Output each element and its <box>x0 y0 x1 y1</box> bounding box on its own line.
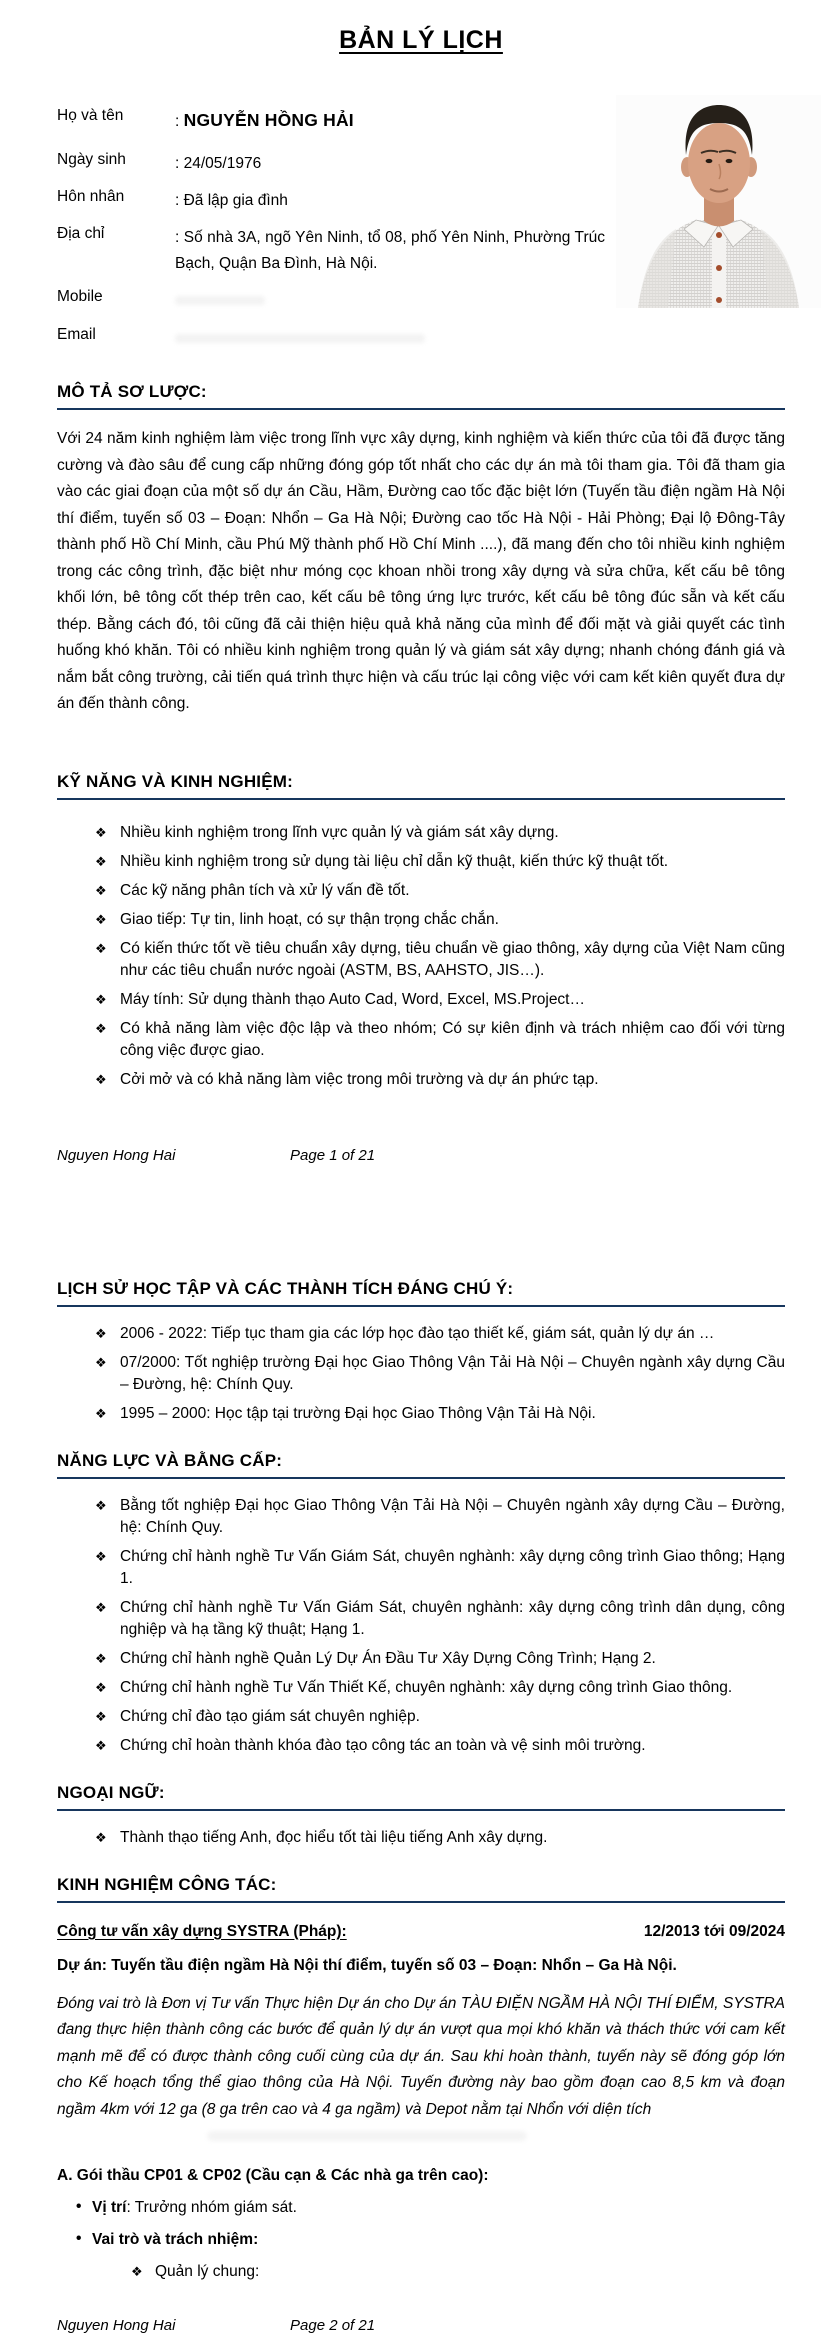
footer-author: Nguyen Hong Hai <box>57 2317 176 2334</box>
profile-fields <box>57 107 605 352</box>
list-item <box>95 909 785 931</box>
page-footer <box>57 2317 785 2337</box>
field-value-redacted <box>175 288 605 314</box>
diamond-bullet-icon: ❖ <box>95 1650 107 1666</box>
list-item <box>95 1546 785 1590</box>
section-education <box>57 1279 785 1425</box>
field-row-marital <box>57 188 605 214</box>
footer-author: Nguyen Hong Hai <box>57 1146 176 1164</box>
list-item-text: Nhiều kinh nghiệm trong lĩnh vực quản lý và giám sát xây dựng. <box>120 823 559 841</box>
field-value <box>175 107 605 135</box>
footer-page-number: Page 2 of 21 <box>290 2317 376 2334</box>
list-item <box>95 1597 785 1641</box>
portrait-photo <box>616 95 821 308</box>
diamond-bullet-icon: ❖ <box>95 911 107 927</box>
list-item-text: Máy tính: Sử dụng thành thạo Auto Cad, Word, Excel, MS.Project… <box>120 990 585 1008</box>
person-name: NGUYỄN HỒNG HẢI <box>183 110 354 130</box>
summary-paragraph: Với 24 năm kinh nghiệm làm việc trong lĩnh vực xây dựng, kinh nghiệm và kiến thức của tôi đã được tăng cường và đào sâu để cung cấp những đóng góp tốt nhất cho các dự án mà tôi tham gia. Tôi đã tham gia vào các giai đoạn của một số dự án Cầu, Hầm, Đường cao tốc đặc biệt lớn (Tuyến tầu điện ngầm Hà Nội thí điểm, tuyến số 03 – Đoạn: Nhổn – Ga Hà Nội; Đường cao tốc Hà Nội - Hải Phòng; Đại lộ Đông-Tây thành phố Hồ Chí Minh, cầu Phú Mỹ thành phố Hồ Chí Minh ....), đã mang đến cho tôi nhiều kinh nghiệm trong các công trình, đặc biệt như móng cọc khoan nhồi trong xây dựng và sửa chữa, kết cấu bê tông khối lớn, bê tông cốt thép trên cao, kết cấu bê tông ứng lực trước, kết cấu bê tông đúc sẵn và kết cấu thép. Bằng cách đó, tôi cũng đã cải thiện hiệu quả khả năng của mình để đối mặt và giải quyết các tình huống khó khăn. Tôi có nhiều kinh nghiệm trong quản lý và giám sát xây dựng; nhanh chóng đánh giá và nắm bắt công trường, cải tiến quá trình thực hiện và cấu trúc lại công việc với cam kết kiên quyết đưa dự án đến thành công. <box>57 430 785 712</box>
page-footer <box>57 1147 785 1167</box>
section-heading: NGOẠI NGỮ: <box>57 1783 785 1811</box>
section-heading: KINH NGHIỆM CÔNG TÁC: <box>57 1875 785 1903</box>
section-work-experience <box>57 1875 785 2284</box>
list-item <box>95 1677 785 1699</box>
field-label: Email <box>57 326 96 343</box>
education-list <box>57 1323 785 1425</box>
list-item-role <box>76 2229 785 2283</box>
section-heading: MÔ TẢ SƠ LƯỢC: <box>57 382 785 410</box>
section-heading: LỊCH SỬ HỌC TẬP VÀ CÁC THÀNH TÍCH ĐÁNG CHÚ Ý: <box>57 1279 785 1307</box>
company-name: Công tư vấn xây dựng SYSTRA (Pháp): <box>57 1922 347 1940</box>
diamond-bullet-icon: ❖ <box>95 1325 107 1341</box>
diamond-bullet-icon: ❖ <box>95 991 107 1007</box>
list-item-text: Quản lý chung: <box>155 2263 260 2280</box>
list-item-text: Chứng chỉ hành nghề Quản Lý Dự Án Đầu Tư Xây Dựng Công Trình; Hạng 2. <box>120 1649 656 1667</box>
redacted-mobile-value <box>175 296 265 305</box>
list-item <box>95 1495 785 1539</box>
list-item-text: Chứng chỉ hành nghề Tư Vấn Giám Sát, chuyên nghành: xây dựng công trình Giao thông; Hạng 1. <box>120 1547 785 1587</box>
field-value: : 24/05/1976 <box>175 155 262 172</box>
dot-bullet-icon: • <box>76 2198 82 2215</box>
field-value: : Đã lập gia đình <box>175 192 288 209</box>
list-item <box>95 1706 785 1728</box>
footer-page-number: Page 1 of 21 <box>290 1146 376 1164</box>
portrait-photo-graphic <box>616 95 821 308</box>
field-label: Địa chỉ <box>57 225 105 242</box>
field-row-mobile <box>57 288 605 314</box>
diamond-bullet-icon: ❖ <box>95 1548 107 1564</box>
company-row <box>57 1923 785 1941</box>
diamond-bullet-icon: ❖ <box>131 2264 143 2279</box>
colon-separator: : <box>175 113 180 130</box>
list-item <box>95 1018 785 1062</box>
qualifications-list <box>57 1495 785 1757</box>
list-item-text: Chứng chỉ hành nghề Tư Vấn Thiết Kế, chuyên nghành: xây dựng công trình Giao thông. <box>120 1678 733 1696</box>
field-row-birthdate <box>57 151 605 177</box>
field-label: Hôn nhân <box>57 188 125 205</box>
section-qualifications <box>57 1451 785 1757</box>
diamond-bullet-icon: ❖ <box>95 1708 107 1724</box>
diamond-bullet-icon: ❖ <box>95 1354 107 1370</box>
field-value-redacted <box>175 326 605 352</box>
list-item-text: Bằng tốt nghiệp Đại học Giao Thông Vận Tải Hà Nội – Chuyên ngành xây dựng Cầu – Đường, hệ: Chính Quy. <box>120 1496 785 1536</box>
list-item <box>95 880 785 902</box>
field-label: Họ và tên <box>57 107 124 124</box>
list-item-text: Có kiến thức tốt về tiêu chuẩn xây dựng, tiêu chuẩn về giao thông, xây dựng của Việt Nam cũng như các tiêu chuẩn nước ngoài (ASTM, BS, AAHSTO, JIS…). <box>120 939 785 979</box>
diamond-bullet-icon: ❖ <box>95 1599 107 1615</box>
section-heading: NĂNG LỰC VÀ BẰNG CẤP: <box>57 1451 785 1479</box>
section-heading: KỸ NĂNG VÀ KINH NGHIỆM: <box>57 772 785 800</box>
skills-list <box>57 822 785 1091</box>
contract-details-list <box>57 2197 785 2283</box>
diamond-bullet-icon: ❖ <box>95 824 107 840</box>
list-item-position <box>76 2197 785 2219</box>
list-item <box>95 1069 785 1091</box>
section-summary <box>57 382 785 718</box>
redacted-text-line <box>207 2131 527 2141</box>
list-item <box>95 822 785 844</box>
list-item <box>95 989 785 1011</box>
list-item-text: Có khả năng làm việc độc lập và theo nhóm; Có sự kiên định và trách nhiệm cao đối với từng công việc được giao. <box>120 1019 785 1059</box>
contract-title: A. Gói thầu CP01 & CP02 (Cầu cạn & Các nhà ga trên cao): <box>57 2167 489 2184</box>
field-row-email <box>57 326 605 352</box>
list-item <box>95 1352 785 1396</box>
diamond-bullet-icon: ❖ <box>95 940 107 956</box>
position-label: Vị trí <box>92 2199 127 2216</box>
diamond-bullet-icon: ❖ <box>95 1405 107 1421</box>
list-item-text: 2006 - 2022: Tiếp tục tham gia các lớp học đào tạo thiết kế, giám sát, quản lý dự án … <box>120 1324 715 1342</box>
diamond-bullet-icon: ❖ <box>95 1071 107 1087</box>
section-language <box>57 1783 785 1849</box>
field-label: Ngày sinh <box>57 151 126 168</box>
list-item <box>95 1403 785 1425</box>
list-item <box>95 1827 785 1849</box>
redacted-email-value <box>175 334 425 343</box>
field-value: : Số nhà 3A, ngõ Yên Ninh, tổ 08, phố Yên Ninh, Phường Trúc Bạch, Quận Ba Đình, Hà Nội. <box>175 229 605 272</box>
list-item-text: Cởi mở và có khả năng làm việc trong môi trường và dự án phức tạp. <box>120 1070 599 1088</box>
list-item-text: 1995 – 2000: Học tập tại trường Đại học Giao Thông Vận Tải Hà Nội. <box>120 1404 596 1422</box>
list-item-text: Chứng chỉ hoàn thành khóa đào tạo công tác an toàn và vệ sinh môi trường. <box>120 1736 646 1754</box>
diamond-bullet-icon: ❖ <box>95 1497 107 1513</box>
diamond-bullet-icon: ❖ <box>95 882 107 898</box>
employment-period: 12/2013 tới 09/2024 <box>643 1922 785 1940</box>
list-item-text: Nhiều kinh nghiệm trong sử dụng tài liệu chỉ dẫn kỹ thuật, kiến thức kỹ thuật tốt. <box>120 852 669 870</box>
list-item <box>95 1323 785 1345</box>
list-item <box>131 2261 785 2283</box>
diamond-bullet-icon: ❖ <box>95 1679 107 1695</box>
list-item <box>95 851 785 873</box>
project-title: Dự án: Tuyến tầu điện ngầm Hà Nội thí điểm, tuyến số 03 – Đoạn: Nhổn – Ga Hà Nội. <box>57 1956 677 1974</box>
field-label: Mobile <box>57 288 103 305</box>
field-row-address <box>57 225 605 277</box>
diamond-bullet-icon: ❖ <box>95 1020 107 1036</box>
list-item-text: Thành thạo tiếng Anh, đọc hiểu tốt tài liệu tiếng Anh xây dựng. <box>120 1828 548 1846</box>
project-description: Đóng vai trò là Đơn vị Tư vấn Thực hiện Dự án cho Dự án TÀU ĐIỆN NGẦM HÀ NỘI THÍ ĐIỂM, SYSTRA đang thực hiện thành công các bước để quản lý dự án vượt qua mọi khó khăn và thách thức với cam kết mạnh mẽ để có được thành công cuối cùng của dự án. Sau khi hoàn thành, tuyến này sẽ đóng góp lớn cho Kế hoạch tổng thể giao thông của Hà Nội. Tuyến đường này bao gồm đoạn cao 8,5 km và đoạn ngầm 4km với 12 ga (8 ga trên cao và 4 ga ngầm) và Depot nằm tại Nhổn với diện tích <box>57 1994 785 2118</box>
page-title: BẢN LÝ LỊCH <box>339 26 503 54</box>
language-list <box>57 1827 785 1849</box>
section-skills <box>57 772 785 1091</box>
diamond-bullet-icon: ❖ <box>95 1829 107 1845</box>
position-value: : Trưởng nhóm giám sát. <box>126 2199 297 2216</box>
dot-bullet-icon: • <box>76 2230 82 2247</box>
list-item-text: 07/2000: Tốt nghiệp trường Đại học Giao Thông Vận Tải Hà Nội – Chuyên ngành xây dựng Cầu – Đường, hệ: Chính Quy. <box>120 1353 785 1393</box>
list-item-text: Chứng chỉ đào tạo giám sát chuyên nghiệp. <box>120 1707 420 1725</box>
list-item-text: Giao tiếp: Tự tin, linh hoạt, có sự thận trọng chắc chắn. <box>120 910 499 928</box>
field-row-name <box>57 107 605 135</box>
role-sublist <box>92 2261 785 2283</box>
list-item <box>95 1735 785 1757</box>
list-item-text: Các kỹ năng phân tích và xử lý vấn đề tốt. <box>120 881 410 899</box>
list-item <box>95 1648 785 1670</box>
diamond-bullet-icon: ❖ <box>95 1737 107 1753</box>
diamond-bullet-icon: ❖ <box>95 853 107 869</box>
role-label: Vai trò và trách nhiệm: <box>92 2231 259 2248</box>
list-item-text: Chứng chỉ hành nghề Tư Vấn Giám Sát, chuyên nghành: xây dựng công trình dân dụng, công nghiệp và hạ tầng kỹ thuật; Hạng 1. <box>120 1598 785 1638</box>
list-item <box>95 938 785 982</box>
